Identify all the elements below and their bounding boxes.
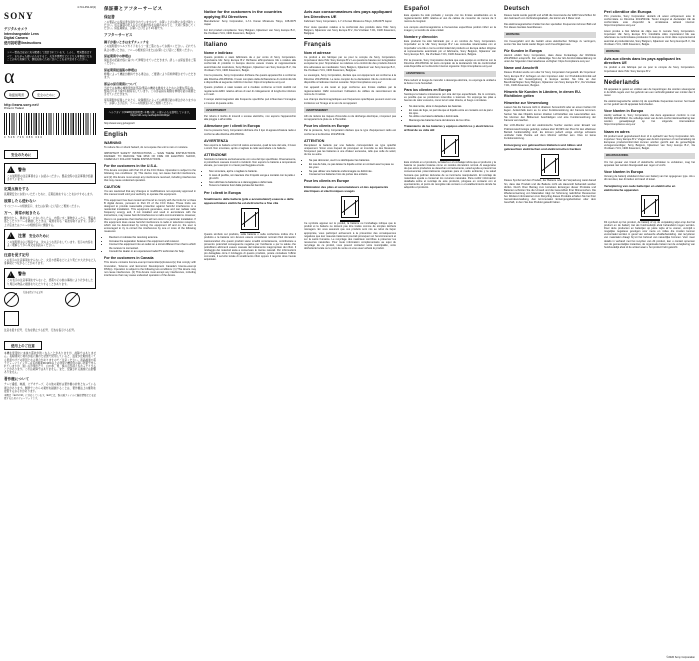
column-french: [300, 0, 400, 253]
head-eu-customers-it: Attenzione per i clienti in Europa: [204, 124, 260, 129]
head-attenzione: ATTENZIONE: [204, 153, 227, 158]
heading-eu-notice: Notice for the customers in the countries applying EU Directives: [204, 9, 283, 19]
help-guide-box[interactable]: [104, 108, 196, 120]
body-de-1: Dieses Gerät wurde geprüft und erfüllt die Grenzwerte der EMV-Vorschriften für den Gebrauch von Verbindungskabeln, die kürzer als 3 Meter sind.: [504, 14, 596, 21]
es-bullets: [409, 105, 496, 123]
body-es-3: Este producto ha sido fabricado por, o en nombre de Sony Corporation. Importador en la UE: Sony Europe B.V. Las consultas relacionadas con el Importador a la UE o con la conformidad del producto en Europa deben dirigirse al representante autorizado por el fabricante, Sony Belgium, bijkantoor van Sony Europe B.V., Da Vincilaan 7-D1, 1930 Zaventem, Bélgica.: [404, 40, 496, 56]
body-es-5: Sustituya la batería únicamente por otra del tipo especificado. De lo contrario, es posible que se produzcan incendios o lesiones. No exponga las pilas a fuentes de calor excesivo, como la luz solar directa, el fuego o similares.: [404, 92, 496, 103]
body-avvertenza: Non esporre le batterie a fonti di calore eccessivo, quali la luce del sole, il fuoco o simili. Non smontare, aprire o tagliare le celle secondarie o le batterie.: [204, 143, 296, 150]
crossed-out-bin-icon-fr: [341, 196, 359, 218]
body-warning-en: To reduce fire or shock hazard, do not expose the unit to rain or moisture.: [104, 146, 189, 150]
wheelie-bin-wrap-fr: [304, 194, 396, 222]
fr-bullet-2: • Ne pas utiliser une batterie endommagée ou déformée.: [309, 170, 396, 173]
body-ro-1: Prin prezenta, Sony Corporation declară că acest echipament este în conformitate cu Directiva 2014/53/UE. Textul integral al declarației UE de conformitate este disponibil la următoarea adresă internet: https://compliance.sony.eu/: [604, 15, 695, 28]
crossed-out-bin-icon-nl: [641, 195, 659, 217]
body-usa: This device complies with Part 15 of the FCC Rules. Operation is subject to the following two conditions: (1) This device may not cause harmful interference, and (2) this device must accept any interference received, including interference that may cause undesired operation.: [104, 169, 196, 182]
wheelie-bin-wrap-es: [404, 133, 496, 161]
body-de-5: Lassen Sie die Kamera nicht in direktem Sonnenlicht oder an einem heißen Ort liegen. Andernfalls kann es zu einer Funktionsstörung der Kamera kommen. Setzen Sie das Objektiv keinen direkten Lichtstrahlen wie Laserstrahlen aus. Sie könnten den Bildsensor beschädigen und eine Funktionsstörung der Kamera verursachen.: [504, 106, 596, 122]
head-abnormal: 万一、異常が起きたら: [4, 211, 40, 216]
model-title: デジタルカメラ Interchangeable Lens Digital Camera 使用説明書/Instructions: [4, 27, 42, 45]
body-fr-4: Les champs électromagnétiques aux fréquences spécifiques peuvent avoir une incidence sur l'image et le son de cet appareil.: [304, 98, 396, 105]
head-eu-disposal-it: Smaltimento delle batterie (pile e accumulatori) esauste e delle apparecchiature elettriche ed elettroniche a fine vita: [204, 196, 294, 205]
danger-label: 警告: [18, 271, 26, 277]
warn-body-de: Um Feuergefahr und die Gefahr eines elektrischen Schlags zu verringern, setzen Sie das Gerät weder Regen noch Feuchtigkeit aus.: [504, 39, 596, 46]
body-symbols-list: 注意を促す記号、行為を禁止する記号、行為を指示する記号。: [4, 328, 77, 332]
body-nl-3: Hierbij verklaar ik, Sony Corporation, dat deze apparatuur conform is met Richtlijn 2014/53/EU. De volledige tekst van de EU-conformiteitsverklaring kan worden geraadpleegd op het volgende internetadres: https://compliance.sony.eu/: [604, 114, 695, 127]
column-german: [500, 0, 600, 207]
it-bullets: [209, 170, 296, 188]
body-de-3: Hiermit erklärt Sony Corporation, dass diese Funkanlage der Richtlinie 2014/53/EU entspricht. Der vollständige Text der EU-Konformitätserklärung ist unter der folgenden Internetadresse verfügbar: https://compliance.sony.eu/: [504, 53, 596, 64]
head-eu-directive-de: Hinweis für Kunden in Ländern, in denen EU-Richtlinien gelten: [504, 90, 582, 99]
prohibition-icons: [4, 292, 96, 326]
crossed-out-bin-icon-de: [541, 154, 559, 176]
body-ro-2: Acest produs a fost fabricat de către sau în numele Sony Corporation. Importator UE: Sony Europe B.V. Întrebările către importatorul UE sau referitoare la conformitatea produsului în Europa se trimit către reprezentantul autorizat al producătorului, Sony Belgium, bijkantoor van Sony Europe B.V., Da Vincilaan 7-D1, 1930 Zaventem, Belgia.: [604, 30, 695, 46]
head-eu-customers-nl-2: Voor klanten in Europa: [604, 170, 644, 175]
section-tag-usage: 使用上のご注意: [4, 341, 42, 350]
body-de-2: Die elektromagnetischen Felder bei den speziellen Frequenzen können Bild und Ton dieses Gerätes beeinflussen.: [504, 22, 596, 29]
head-canada: For the customers in Canada: [104, 256, 154, 261]
body-parts-retention-2: 保有期間が経過したあとも、故障箇所によっては修理可能の場合がありますので、お買い上げ店か、ソニーの相談窓口にご相談ください。: [104, 98, 196, 106]
sony-url[interactable]: http://www.sony.net/: [4, 103, 39, 108]
pill-row: [4, 90, 96, 99]
body-it-3: Questo prodotto è stato testato ed è risultato conforme ai limiti stabiliti nel regolamento EMC relativo all'uso di cavi di collegamento di lunghezza inferiore a 3 metri.: [204, 86, 296, 96]
divider-3: [304, 38, 396, 39]
body-fr-5: Par la présente, Sony Corporation déclare que le type d'équipement radio est conforme à la directive 2014/53/UE.: [304, 129, 396, 136]
body-stop-if-broken: すぐにソニーの相談窓口、またはお買い上げ店にご相談ください。: [4, 205, 82, 209]
printed-in: Printed in Thailand: [4, 107, 24, 111]
body-it-1: Questo prodotto è stato fabbricato da o per conto di Sony Corporation. Importatore UE: Sony Europe B.V. Richieste all'importatore UE o relative alla conformità di prodotto in Europa devono essere inviate al rappresentante autorizzato del costruttore, Sony Belgium, bijkantoor van Sony Europe B.V., Da Vincilaan 7-D1, 1930 Zaventem, Belgio.: [204, 56, 296, 72]
head-avvertenza: AVVERTENZA: [204, 138, 229, 143]
body-it-2: Con la presente, Sony Corporation dichiara che questo apparecchio è conforme alla Direttiva 2014/53/UE. Il testo completo della dichiarazione di conformità UE è disponibile al seguente indirizzo Internet: https://compliance.sony.eu/: [204, 74, 296, 84]
no-wet-hands-icon: [65, 292, 80, 307]
head-eu-disposal-nl: Verwijdering van oude batterijen en elektrische en elektronische apparaten: [604, 184, 676, 193]
fr-bullet-1: • En cas de fuite, ne pas laisser le liquide entrer en contact avec la peau ou les yeux.: [309, 163, 396, 169]
body-eu-notice-2: Ce produit a été fabriqué par ou pour le compte de Sony Corporation. Importateur dans l'UE: Sony Europe B.V.: [604, 66, 695, 73]
fr-bullet-0: • Ne pas démonter, ouvrir ou déchiqueter les batteries.: [309, 159, 396, 162]
no-disassemble-label: 行為を指示する記号: [23, 291, 43, 294]
head-eu-customers-fr: Pour les clients en Europe: [304, 124, 350, 129]
body-fr-1: Ce produit a été fabriqué par ou pour le compte de Sony Corporation. Importateur dans l'UE: Sony Europe B.V. Les questions basées sur la législation européenne pour l'importateur ou relatives à la conformité des produits doivent être adressées au mandataire: Sony Belgium, bijkantoor van Sony Europe B.V., Da Vincilaan 7-D1, 1930 Zaventem, Belgique.: [304, 56, 396, 72]
head-usa: For the customers in the U.S.A.: [104, 164, 158, 169]
body-periodic-check: 長期間安全にお使いいただくために、定期点検をすることをおすすめします。: [4, 192, 95, 196]
document-number: 4-741-452-02(1): [77, 6, 96, 9]
warning-triangle-icon: [7, 166, 15, 173]
crossed-out-bin-icon-es: [441, 135, 459, 157]
crossed-out-bin-icon: [241, 208, 259, 230]
eu-compliance-address-fr: Pour toute question relative à la conformité des produits dans l'UE: Sony Belgium, bijkantoor van Sony Europe B.V., Da Vincilaan 7-D1, 1930 Zaventem, Belgique: [304, 25, 396, 35]
fcc-bullet-1: • Increase the separation between the equipment and receiver.: [109, 240, 196, 243]
caution-triangle-icon: [7, 232, 15, 239]
body-eu-disposal-nl: Dit symbool op het product, de batterij of op de verpakking wijst erop dat het product en de batterij niet als huishoudelijk afval behandeld mogen worden. Door deze producten en batterijen op juiste wijze af te voeren, vermijdt u mogelijke negatieve gevolgen voor mens en milieu die zouden kunnen veroorzaakt worden in geval van verkeerde afvalbehandeling. Het recycleren van materialen draagt bij tot het behoud van natuurlijke bronnen. Voor meer details in verband met het recyclen van dit product, kan u contact opnemen met de gemeentelijke instanties, de organisatie belast met de verwijdering van huishoudelijk afval of de winkel waar u het product hebt gekocht.: [604, 220, 695, 249]
safety-intro-box: ソニー製品は安全に充分配慮して設計されています。しかし、電気製品はすべて、まちがった使いかたをすると、火災や感電などにより人身事故になることがあり危険です。事故を防ぐために次のことを必ずお守りください。: [4, 48, 96, 64]
warn-body-es: Para reducir el riesgo de incendio o descarga eléctrica, no exponga la unidad a la lluvia ni a la humedad.: [404, 78, 496, 85]
body-de-6: Der LCD-Monitor und der elektronische Sucher werden unter Einsatz von Präzisionstechnologie gefertigt, sodass über 99,99% der Pixel für den effektiven Betrieb funktionsfähig sind. Es können jedoch einige winzige schwarze und/oder helle Punkte auf dem Monitor sichtbar sein. Dies ist keine Funktionsstörung.: [504, 124, 596, 141]
body-eu-disposal-fr: Ce symbole apposé sur le produit, la batterie ou l'emballage indique que le produit et la batterie ne doivent pas être traités comme de simples déchets ménagers. En vous assurant que ces produits sont mis au rebut de façon appropriée, vous participez activement à la prévention des conséquences négatives que leur mauvais traitement pourrait provoquer sur l'environnement et sur la santé humaine. Le recyclage des matériaux contribue à préserver les ressources naturelles. Pour toute information complémentaire au sujet du recyclage de ce produit, vous pouvez contacter votre municipalité, votre déchetterie locale ou le point de vente où vous avez acheté le produit.: [304, 222, 396, 251]
head-check-first: 調子が悪いときはまずチェックを: [104, 40, 149, 45]
it-bullet-3: • Tenere le batterie fuori dalla portata dei bambini.: [209, 184, 296, 187]
warning-heading-jp: [7, 166, 93, 173]
warn-head-ro: WARNUNG: [604, 48, 695, 54]
body-fr-3: Cet appareil a été testé et jugé conforme aux limites établies par la réglementation CEM concernant l'utilisation de câbles de raccordement de moins de 3 mètres.: [304, 86, 396, 96]
fr-bullets: [309, 159, 396, 177]
pill-0: 取扱説明書: [4, 90, 29, 99]
copyright-footer: ©2020 Sony Corporation: [666, 656, 695, 659]
barcode: [4, 113, 96, 135]
heading-warranty: 保証書とアフターサービス: [104, 6, 163, 11]
it-bullet-1: • In caso di perdita, non lasciare che il liquido venga a contatto con la pelle o gli occhi.: [209, 174, 296, 180]
eu-compliance-address: For EU product compliance: Sony Belgium, bijkantoor van Sony Europe B.V., Da Vincilaan 7-D1, 1930 Zaventem, Belgium: [204, 28, 296, 35]
fcc-bullet-3: • Consult the dealer or an experienced radio/TV technician for help.: [109, 250, 196, 253]
support-url[interactable]: http://www.sony.jp/support/: [104, 121, 135, 125]
head-after-service: アフターサービス: [104, 33, 133, 38]
wheelie-bin-wrap-nl: [604, 193, 695, 221]
heading-deutsch: Deutsch: [504, 6, 530, 12]
head-caution-en: CAUTION: [104, 184, 121, 189]
column-italian: [200, 0, 300, 264]
head-symbol-meaning: 注意を促す記号: [4, 253, 30, 258]
divider-2: [204, 38, 296, 39]
body-nl-4: Dit product werd geproduceerd door of in opdracht van Sony Corporation. EU-importeur: Sony Europe B.V. Vragen aan de EU-importeur of met betrekking tot Europese productconformiteit kunnen worden gericht aan de gemachtigde vertegenwoordiger, Sony Belgium, bijkantoor van Sony Europe B.V., Da Vincilaan 7-D1, 1930 Zaventem, België.: [604, 134, 695, 151]
caution-heading-jp: [7, 232, 93, 239]
alpha-logo: α: [4, 66, 15, 89]
body-attention-fr: Remplacez la batterie par une batterie correspondant au type spécifié uniquement. Sinon vous risquez de provoquer un incendie ou des blessures. N'exposez pas les batteries à une chaleur excessive, telle que celle du soleil, du feu ou autre.: [304, 143, 396, 157]
it-bullet-0: • Non smontare, aprire o tagliare le batterie.: [209, 170, 296, 173]
warning-label: 警告: [18, 166, 26, 172]
safety-label-2: 安全のために: [29, 234, 50, 239]
body-es-2: Los campos electromagnéticos a frecuencias específicas podrán influir en la imagen y el sonido de esta unidad.: [404, 25, 496, 33]
sony-logo: SONY: [4, 11, 34, 21]
column-japanese-1: [0, 0, 100, 401]
body-safety-instructions: IMPORTANT SAFETY INSTRUCTIONS — SAVE THESE INSTRUCTIONS. DANGER: TO REDUCE THE RISK OF FIRE OR ELECTRIC SHOCK, CAREFULLY FOLLOW THESE INSTRUCTIONS.: [104, 151, 196, 162]
heading-nederlands: Nederlands: [604, 79, 640, 86]
warn-body-nl: Om het gevaar van brand of elektrische schokken te verkleinen, mag het apparaat niet worden blootgesteld aan regen of vocht.: [604, 160, 695, 168]
barcode-number: 4 548 736 086 333: [4, 136, 43, 140]
wheelie-bin-wrap-it: [204, 206, 296, 234]
no-disassemble-icon: [4, 292, 19, 307]
head-name-address-es: Nombre y dirección: [404, 35, 438, 40]
fcc-bullet-0: • Reorient or relocate the receiving antenna.: [109, 236, 196, 239]
head-eu-disposal-de: Entsorgung von gebrauchten Batterien und Akkus und gebrauchten elektrischen und elektronischen Geräten: [504, 142, 583, 151]
manufacturer-address: Manufacturer: Sony Corporation, 1-7-1 Konan Minato-ku Tokyo, 108-0075 Japan: [204, 20, 296, 27]
body-copyright: テレビ番組、映画、ビデオテープ、その他の素材は著作権の対象となっている場合があります。無断でこれらの素材を録画することは、著作権法上の権利を侵害するおそれがあります。: [4, 383, 96, 393]
divider-1: [104, 128, 196, 129]
body-repair-out-warranty: 修理によって機能が維持できる場合は、ご要望により有料修理させていただきます。: [104, 73, 196, 80]
warn-head-it: AVVERTISMENT: [204, 107, 296, 113]
head-eu-fr: Pour les clients en Europe: [304, 179, 350, 184]
danger-text-jp: この表示の注意事項を守らないと、感電やその他の事故によりけがをしたり周辺の物品に損害を与えたりすることがあります。: [7, 279, 93, 286]
body-check-first: この説明書やヘルプガイドをもう一度ご覧になってお調べください。それでも具合の悪いときは、ソニーの相談窓口またはお買い上げ店にご相談ください。: [104, 45, 196, 52]
head-attention-fr: ATTENTION: [304, 138, 325, 143]
head-eu-disposal-es: Tratamiento de las baterías y equipos eléctricos y electrónicos al final de su vida útil: [404, 124, 494, 133]
body-eu-disposal-it: Questo simbolo sul prodotto, sulla batteria o sulla confezione indica che il prodotto e la batteria non devono essere considerati normali rifiuti domestici. Assicurandovi che questi prodotti siano smaltiti correttamente, contribuirete a prevenire potenziali conseguenze negative per l'ambiente e per la salute che potrebbero altrimenti essere causate dal trattamento inappropriato dei rifiuti. Il riciclaggio dei materiali aiuta a conservare le risorse naturali. Per informazioni più dettagliate circa il riciclaggio di questo prodotto, potete contattare l'ufficio comunale, il servizio locale di smaltimento rifiuti oppure il negozio dove l'avete acquistato.: [204, 233, 296, 262]
wheelie-bin-wrap-de: [504, 152, 596, 180]
body-caution-en: You are cautioned that any changes or modifications not expressly approved in this manual could void your authority to operate this equipment.: [104, 189, 196, 196]
head-repair-in-warranty: 保証期間中の修理は: [104, 54, 132, 59]
head-eu-customers-es: Para los clientes en Europa: [404, 87, 451, 92]
head-parts-retention: 部品の保有期間について: [104, 81, 137, 86]
head-repair-out-warranty: 保証期間経過後の修理は: [104, 68, 138, 73]
unplug-icon: [4, 311, 19, 326]
caution-text-jp: この説明書および製品では、次のような表示をしています。表示の内容をよく理解してから本文をお読みください。: [7, 240, 93, 247]
body-eu-disposal-de: Dieses Symbol auf dem Produkt, der Batterie oder der Verpackung weist darauf hin, dass das Produkt und die Batterie nicht als Hausmüll behandelt werden dürfen. Durch Ihren Beitrag zum korrekten Entsorgen dieser Produkte und Batterien schützen Sie die Umwelt und die Gesundheit Ihrer Mitmenschen. Die Wiederverwertung von Materialien trägt zur Schonung natürlicher Ressourcen bei. Weitere Informationen zum Recycling dieses Produkts erhalten Sie bei Ihrer Gemeindeverwaltung, den kommunalen Entsorgungsbetrieben oder dem Geschäft, in dem Sie das Produkt gekauft haben.: [504, 179, 596, 205]
body-repair-in-warranty: 保証書の記載内容に基づいて修理させていただきます。詳しくは保証書をご覧ください。: [104, 59, 196, 66]
heading-ro: Peri clientilor din Europa: [604, 9, 652, 14]
head-periodic-check: 定期点検をする: [4, 186, 30, 191]
body-parts-retention: 当社では本機の補修用性能部品(製品の機能を維持するために必要な部品)を、製造打ち切り後7年間保有しています。この部品保有期間を修理可能の期間とさせていただきます。: [104, 86, 196, 97]
body-nl-1: Dit apparaat is getest en voldoet aan de beperkingen die worden uiteengezet in de EMC-regels voor het gebruik van een verbindingskabel van minder dan 3 meter.: [604, 87, 695, 98]
caution-box-jp: [4, 229, 96, 250]
column-dutch-romanian: [600, 0, 699, 252]
body-es-1: Este aparato ha sido probado y cumple con los límites establecidos en la reglamentación EMC relativa al uso de cables de conexión de menos de 3 metros de longitud.: [404, 14, 496, 24]
danger-triangle-icon: [7, 271, 15, 278]
head-warranty: 保証書: [104, 15, 115, 19]
es-bullet-3: • Mantenga las baterías fuera del alcance de los niños.: [409, 119, 496, 122]
body-it-5: Con la presente Sony Corporation dichiara che il tipo di apparecchiatura radio è conforme alla direttiva 2014/53/UE.: [204, 129, 296, 136]
head-eu-customers-de: Für Kunden in Europa: [504, 48, 542, 53]
head-copyright: 著作権について: [4, 377, 30, 382]
column-japanese-2: [100, 0, 200, 280]
head-warning-en: WARNING: [104, 141, 122, 146]
caution-label: 注意: [18, 232, 26, 238]
header-row: [4, 6, 96, 24]
body-exif: 本機は「Exif 2.32」に対応しています。Exifとは、静止画ファイルに撮影情報などを記録するためのフォーマットです。: [4, 394, 96, 401]
es-bullet-0: • No desmonte, abra ni despedace las baterías.: [409, 105, 496, 108]
heading-eu-notice-fr: Avis aux consommateurs des pays appliquant les Directives UE: [304, 9, 392, 19]
warn-head-nl: WAARSCHUWING: [604, 153, 695, 159]
head-eu-notice-2: Avis aux clients dans les pays appliquant les directives UE: [604, 57, 681, 66]
it-bullet-2: • Non utilizzare la batteria se è danneggiata o deformata.: [209, 181, 296, 184]
body-fcc-note: This equipment has been tested and found to comply with the limits for a Class B digital device, pursuant to Part 15 of the FCC Rules. These limits are designed to provide reasonable protection against harmful interference in a residential installation. This equipment generates, uses and can radiate radio frequency energy and, if not installed and used in accordance with the instructions, may cause harmful interference to radio communications. However, there is no guarantee that interference will not occur in a particular installation. If this equipment does cause harmful interference to radio or television reception, which can be determined by turning the equipment off and on, the user is encouraged to try to correct the interference by one or more of the following measures:: [104, 198, 196, 234]
head-usage-notes-de: Hinweise zur Verwendung: [504, 101, 549, 106]
section-tag-safety: 安全のために: [4, 150, 38, 159]
head-eu-disposal-fr: Elimination des piles et accumulateurs et des équipements électriques et électroniques usagés: [304, 185, 389, 194]
body-canada: This device contains licence-exempt transmitter(s)/receiver(s) that comply with Innovation, Science and Economic Development Canada's licence-exempt RSS(s). Operation is subject to the following two conditions: (1) This device may not cause interference. (2) This device must accept any interference, including interference that may cause undesired operation of the device.: [104, 261, 196, 278]
heading-espanol: Español: [404, 6, 430, 12]
danger-heading-jp: [7, 271, 93, 278]
body-nl-2: De elektromagnetische velden bij de specifieke frequenties kunnen het beeld en het geluid van dit apparaat beïnvloeden.: [604, 99, 695, 106]
body-abnormal: 煙が出たら、異常な音・においがしたら、内部に水・異物が入ったら、製品を落としたりカバーを破損したときは、電源を切る・電池を取りはずす。お買い上げ店またはソニーの相談窓口に連絡する。: [4, 217, 96, 227]
body-symbol-meaning: この表示の注意事項を守らないと、火災や感電などにより死亡や大けがなど人身事故につながることがあります。: [4, 259, 96, 266]
heading-english: English: [104, 132, 128, 139]
body-eu-disposal-es: Este símbolo en el producto, la batería o el embalaje indica que el producto y la batería no pueden tratarse como un residuo doméstico normal. Al asegurarse de que estos productos se desechan correctamente, usted ayuda a prevenir las consecuencias potencialmente negativas para el medio ambiente y la salud humana que podrían derivarse de su incorrecta manipulación. El reciclaje de materiales ayuda a conservar los recursos naturales. Para recibir información detallada sobre el reciclaje de este producto, póngase en contacto con el ayuntamiento, el punto de recogida más cercano o el establecimiento donde ha adquirido el producto.: [404, 160, 496, 190]
es-bullet-1: • En caso de fuga, no permita que el líquido entre en contacto con la piel o los ojos.: [409, 109, 496, 115]
fcc-bullet-2: • Connect the equipment into an outlet on a circuit different from that to which the receiver is connected.: [109, 243, 196, 249]
heading-francais: Français: [304, 42, 332, 49]
body-warranty: この製品には保証書が添付されていますので、お買い上げの際にお受け取りください。所定事項の記入および記載内容をお確かめのうえ、大切に保存してください。保証期間は、お買い上げ日より1年間です。: [104, 21, 196, 31]
warning-box-jp: [4, 163, 96, 184]
head-stop-if-broken: 故障したら使わない: [4, 199, 37, 204]
pill-1: 安全のために: [32, 90, 60, 99]
head-name-address-nl: Naam en adres: [604, 129, 630, 134]
heading-italiano: Italiano: [204, 42, 228, 49]
head-name-address-it: Nome e indirizzo: [204, 51, 233, 56]
manufacturer-address-fr: Fabricant: Sony Corporation, 1-7-1 Konan Minato-ku Tokyo, 108-0075 Japon: [304, 20, 392, 23]
danger-box-jp: [4, 268, 96, 289]
warn-head-es: ADVERTENCIA: [404, 71, 496, 77]
warn-head-fr: AVERTISSEMENT: [304, 107, 396, 113]
divider-4: [604, 76, 695, 77]
body-es-4: Por la presente, Sony Corporation declara que este equipo es conforme con la Directiva 2014/53/UE. El texto completo de la declaración UE de conformidad está disponible en la dirección Internet siguiente: https://compliance.sony.eu/: [404, 58, 496, 68]
head-eu-customers-nl: Voor klanten in Europa: [604, 109, 644, 113]
help-guide-text: ヘルプガイド(WEB取扱説明書) 本機の詳しい使いかたを説明しています。 https://rd1.sony.net/help/ilc/2040/ja/: [108, 110, 192, 117]
body-fr-2: Le soussigné, Sony Corporation, déclare que cet équipement est conforme à la Directive 2014/53/UE. Le texte complet de la déclaration UE de conformité est disponible à l'adresse internet suivante: https://compliance.sony.eu/: [304, 74, 396, 84]
warn-body-fr: Afin de réduire les risques d'incendie ou de décharge électrique, n'exposez pas cet appareil à la pluie ou à l'humidité.: [304, 115, 396, 122]
head-name-address-fr: Nom et adresse: [304, 51, 331, 56]
warn-body-it: Per ridurre il rischio di incendi o scosse elettriche, non esporre l'apparecchio alla pioggia o all'umidità.: [204, 115, 296, 122]
head-name-address-de: Name und Anschrift: [504, 66, 539, 71]
body-de-4: Dieses Produkt wurde von oder für Sony Corporation hergestellt. EU Importeur: Sony Europe B.V. Anfragen an den Importeur oder zur Produktkonformität auf Grundlage der Gesetzgebung in Europa senden Sie bitte an den Bevollmächtigten Sony Belgium, bijkantoor van Sony Europe B.V., Da Vincilaan 7-D1, 1930 Zaventem, Belgien.: [504, 71, 596, 88]
body-it-4: Il campo elettromagnetico alle frequenze specifiche può influenzare l'immagine e il suono di questa unità.: [204, 98, 296, 105]
body-usage: 本機を使用中に本体や電池が熱くなることがありますが、故障ではありません。長時間同じ場所が肌に触れた状態で使用していると、温度が比較的低くても低温やけどの原因となる場合がありますのでご注意ください。液晶画面や電子ビューファインダーは有効画素99.99%以上の非常に精密度の高い技術で作られていますが、黒い点が現れたり、白や赤、青、緑の点が消えなかったりすることがあります。これは故障ではありません。また、記録される画像には影響ありません。: [4, 352, 96, 375]
warn-head-de: WARNUNG: [504, 32, 596, 38]
column-spanish: [400, 0, 500, 192]
warning-text-jp: この説明書の注意事項をよくお読みください。製品全般の注意事項が記載されています。: [7, 174, 93, 181]
body-attenzione: Sostituire la batteria esclusivamente con una del tipo specificato. Diversamente, si potrebbero causare incendi o incidenti. Non esporre le batterie a temperature elevate, per esempio in un'auto parcheggiata al sole.: [204, 158, 296, 168]
fcc-bullets: [109, 236, 196, 254]
head-eu-it: Per i clienti in Europa: [204, 190, 241, 195]
fr-bullet-3: • Conserver les batteries hors de portée des enfants.: [309, 173, 396, 176]
body-nl-5: Vervang de batterij uitsluitend door een batterij van het opgegeven type. Als u dit niet doet, kan dit leiden tot brand of letsel.: [604, 175, 695, 182]
es-bullet-2: • No utilice una batería dañada o deformada.: [409, 115, 496, 118]
